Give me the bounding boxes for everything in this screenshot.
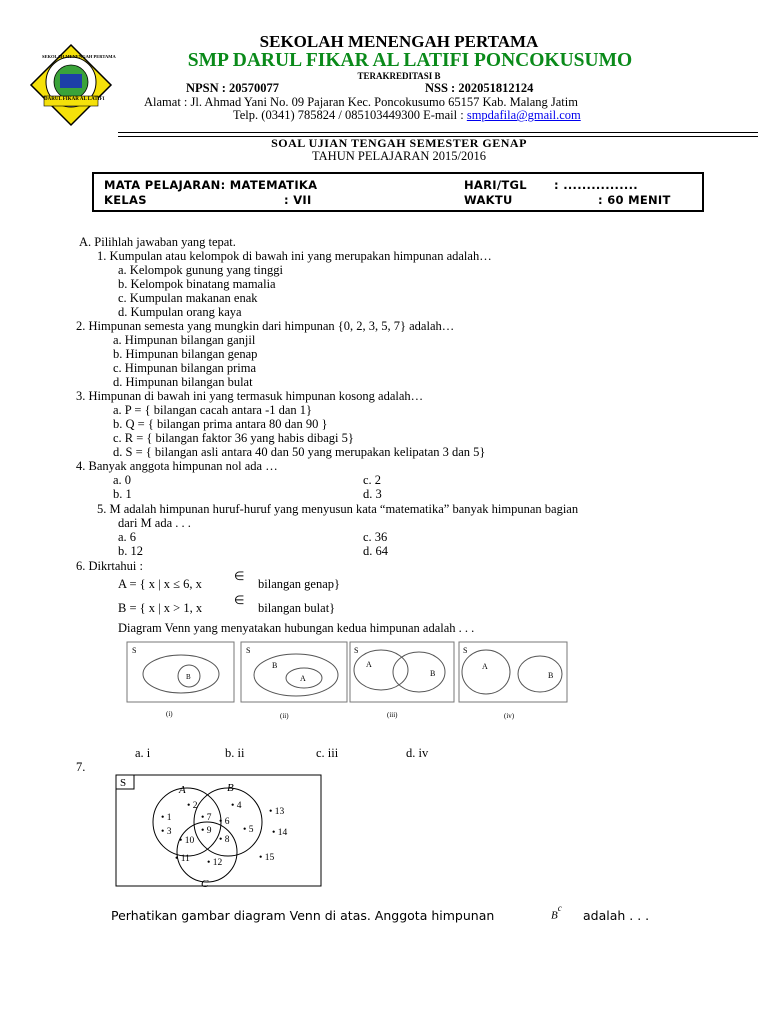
q6-element-symbol-a: ∈ xyxy=(234,569,245,583)
q6-set-a: A = { x | x ≤ 6, x xyxy=(118,577,202,591)
q7-complement: c xyxy=(557,903,562,913)
class-label: KELAS xyxy=(104,193,147,207)
email-link[interactable]: smpdafila@gmail.com xyxy=(466,108,581,122)
q7-element-6: • 6 xyxy=(219,817,230,827)
q7-element-1: • 1 xyxy=(161,813,172,823)
school-address: Alamat : Jl. Ahmad Yani No. 09 Pajaran Kec. Poncokusumo 65157 Kab. Malang Jatim xyxy=(144,95,578,109)
q7-set-symbol xyxy=(551,903,562,922)
venn-iii-s: S xyxy=(354,646,359,655)
contact-text: Telp. (0341) 785824 / 085103449300 E-mail : xyxy=(233,108,467,122)
q7-element-3: • 3 xyxy=(161,827,172,837)
venn-i-s: S xyxy=(132,646,137,655)
q6-set-b-tail: bilangan bulat} xyxy=(258,601,336,615)
q1-option-a: a. Kelompok gunung yang tinggi xyxy=(118,263,283,277)
q2-option-b: b. Himpunan bilangan genap xyxy=(113,347,258,361)
q1-option-c: c. Kumpulan makanan enak xyxy=(118,291,258,305)
q6-set-a-tail: bilangan genap} xyxy=(258,577,341,591)
venn-diagram-iv xyxy=(459,642,567,720)
q7-element-2: • 2 xyxy=(187,801,198,811)
q1-stem: 1. Kumpulan atau kelompok di bawah ini yang merupakan himpunan adalah… xyxy=(97,249,492,263)
q5-option-d: d. 64 xyxy=(363,544,388,558)
venn-i-b: B xyxy=(186,673,191,681)
time-label: WAKTU xyxy=(464,193,513,207)
q4-option-d: d. 3 xyxy=(363,487,382,501)
venn-ii-s: S xyxy=(246,646,251,655)
venn-i-label: (i) xyxy=(166,710,173,718)
q5-stem-line1: 5. M adalah himpunan huruf-huruf yang menyusun kata “matematika” banyak himpunan bagian xyxy=(97,502,579,516)
q4-stem: 4. Banyak anggota himpunan nol ada … xyxy=(76,459,278,473)
venn-diagram-iii xyxy=(350,642,454,719)
nss: NSS : 202051812124 xyxy=(425,81,534,95)
exam-info-box xyxy=(92,172,704,212)
venn-ii-a: A xyxy=(300,674,306,683)
q5-option-c: c. 36 xyxy=(363,530,388,544)
q7-element-9: • 9 xyxy=(201,826,212,836)
venn-ii-b: B xyxy=(272,661,278,670)
exam-year: TAHUN PELAJARAN 2015/2016 xyxy=(312,149,486,163)
q7-element-8: • 8 xyxy=(219,835,230,845)
accreditation: TERAKREDITASI B xyxy=(357,71,441,81)
q5-stem-line2: dari M ada . . . xyxy=(118,516,191,530)
q7-venn-diagram xyxy=(115,774,323,892)
venn-iv-s: S xyxy=(463,646,468,655)
day-value: : ................ xyxy=(554,178,638,192)
q4-option-b: b. 1 xyxy=(113,487,132,501)
school-contact xyxy=(233,108,581,123)
q7-stem-tail: adalah . . . xyxy=(583,908,650,923)
npsn: NPSN : 20570077 xyxy=(186,81,280,95)
q3-option-a: a. P = { bilangan cacah antara -1 dan 1} xyxy=(113,403,313,417)
q6-option-b: b. ii xyxy=(225,746,245,760)
q6-venn-diagrams xyxy=(126,638,610,724)
q7-element-13: • 13 xyxy=(269,807,285,817)
q6-stem: 6. Dikrtahui : xyxy=(76,559,144,573)
q7-element-12: • 12 xyxy=(207,858,223,868)
section-a-instruction: A. Pilihlah jawaban yang tepat. xyxy=(79,235,236,249)
q4-option-c: c. 2 xyxy=(363,473,382,487)
q7-universe-label: S xyxy=(120,777,127,789)
venn-iv-a: A xyxy=(482,662,488,671)
q7-element-5: • 5 xyxy=(243,825,254,835)
q1-option-b: b. Kelompok binatang mamalia xyxy=(118,277,276,291)
q2-option-c: c. Himpunan bilangan prima xyxy=(113,361,257,375)
venn-iv-b: B xyxy=(548,671,554,680)
logo-top-text: SEKOLAH MENENGAH PERTAMA xyxy=(42,54,116,59)
q2-option-a: a. Himpunan bilangan ganjil xyxy=(113,333,256,347)
q6-option-d: d. iv xyxy=(406,746,429,760)
venn-iv-label: (iv) xyxy=(504,712,515,720)
q7-element-14: • 14 xyxy=(272,828,288,838)
q7-set-c-label: C xyxy=(201,878,209,890)
venn-iii-b: B xyxy=(430,669,436,678)
q7-element-7: • 7 xyxy=(201,813,212,823)
header-divider-top xyxy=(118,132,758,133)
class-value: : VII xyxy=(284,193,312,207)
logo-bottom-text: DARUL FIKAR AL LATIFI xyxy=(44,97,105,102)
school-type: SEKOLAH MENENGAH PERTAMA xyxy=(259,32,539,51)
q6-set-b: B = { x | x > 1, x xyxy=(118,601,203,615)
q1-option-d: d. Kumpulan orang kaya xyxy=(118,305,242,319)
subject-label: MATA PELAJARAN: MATEMATIKA xyxy=(104,178,318,192)
q7-element-4: • 4 xyxy=(231,801,242,811)
q3-option-c: c. R = { bilangan faktor 36 yang habis dibagi 5} xyxy=(113,431,354,445)
q6-element-symbol-b: ∈ xyxy=(234,593,245,607)
q7-set-b-label: B xyxy=(227,782,234,794)
q4-option-a: a. 0 xyxy=(113,473,132,487)
q3-stem: 3. Himpunan di bawah ini yang termasuk himpunan kosong adalah… xyxy=(76,389,424,403)
school-name: SMP DARUL FIKAR AL LATIFI PONCOKUSUMO xyxy=(187,50,633,71)
q5-option-a: a. 6 xyxy=(118,530,137,544)
q7-set-a-label: A xyxy=(179,784,186,796)
q6-question: Diagram Venn yang menyatakan hubungan kedua himpunan adalah . . . xyxy=(118,621,475,635)
q7-element-15: • 15 xyxy=(259,853,275,863)
venn-diagram-i xyxy=(127,642,234,718)
venn-iii-label: (iii) xyxy=(387,711,398,719)
q7-element-11: • 11 xyxy=(175,854,190,864)
exam-title: SOAL UJIAN TENGAH SEMESTER GENAP xyxy=(271,136,527,150)
q2-option-d: d. Himpunan bilangan bulat xyxy=(113,375,253,389)
venn-ii-label: (ii) xyxy=(280,712,289,720)
q2-stem: 2. Himpunan semesta yang mungkin dari himpunan {0, 2, 3, 5, 7} adalah… xyxy=(76,319,455,333)
q7-set-letter: B xyxy=(551,909,558,922)
time-value: : 60 MENIT xyxy=(598,193,671,207)
q7-element-10: • 10 xyxy=(179,836,195,846)
venn-iii-a: A xyxy=(366,660,372,669)
day-label: HARI/TGL xyxy=(464,178,527,192)
q7-number: 7. xyxy=(76,760,86,774)
venn-diagram-ii xyxy=(241,642,347,720)
q6-option-a: a. i xyxy=(135,746,151,760)
q5-option-b: b. 12 xyxy=(118,544,143,558)
q7-stem: Perhatikan gambar diagram Venn di atas. Anggota himpunan xyxy=(111,908,495,923)
q3-option-b: b. Q = { bilangan prima antara 80 dan 90 } xyxy=(113,417,328,431)
q3-option-d: d. S = { bilangan asli antara 40 dan 50 yang merupakan kelipatan 3 dan 5} xyxy=(113,445,486,459)
q6-option-c: c. iii xyxy=(316,746,339,760)
